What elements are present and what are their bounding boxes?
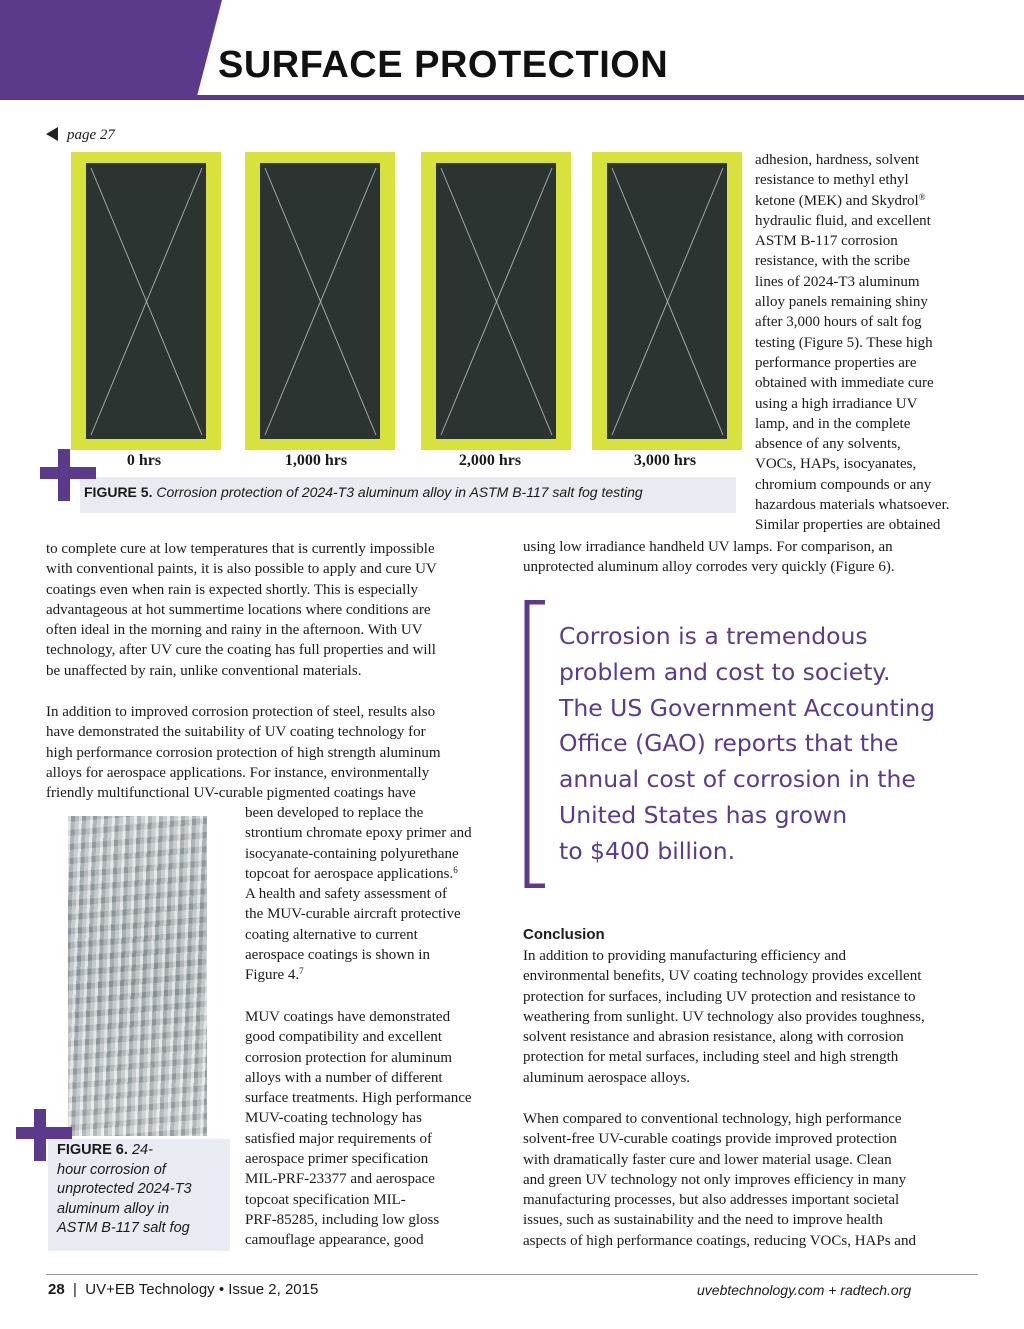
pull-quote xyxy=(559,619,935,870)
text-line: aluminum alloy in xyxy=(57,1200,170,1217)
text-line: with dramatically faster cure and lower material usage. Clean xyxy=(523,1151,892,1168)
text-line: annual cost of corrosion in the xyxy=(559,765,916,794)
text-line: after 3,000 hours of salt fog xyxy=(755,314,922,331)
text-line: unprotected aluminum alloy corrodes very quickly (Figure 6). xyxy=(523,559,895,576)
text-line: alloys with a number of different xyxy=(245,1069,443,1086)
text-line: friendly multifunctional UV-curable pigmented coatings have xyxy=(46,785,416,802)
text-line: aluminum aerospace alloys. xyxy=(523,1069,691,1086)
text-line: aerospace primer specification xyxy=(245,1151,429,1168)
text-line: MUV-coating technology has xyxy=(245,1110,422,1127)
left-paragraph-1 xyxy=(46,539,437,681)
text-line: United States has grown xyxy=(559,800,848,829)
text-line: obtained with immediate cure xyxy=(755,375,934,392)
footer-left xyxy=(48,1281,318,1298)
text-line: PRF-85285, including low gloss xyxy=(245,1211,440,1228)
text-line: solvent resistance and abrasion resistance, along with corrosion xyxy=(523,1029,904,1046)
footer-separator: | xyxy=(73,1281,77,1298)
text-line: hydraulic fluid, and excellent xyxy=(755,212,931,229)
text-line xyxy=(245,965,472,985)
text-segment: Figure 4. xyxy=(245,967,300,984)
text-line: to $400 billion. xyxy=(559,836,736,865)
footer-websites: uvebtechnology.com + radtech.org xyxy=(697,1282,912,1298)
center-paragraph-2 xyxy=(245,1007,472,1251)
text-line: alloys for aerospace applications. For instance, environmentally xyxy=(46,764,430,781)
text-line: weathering from sunlight. UV technology also provides toughness, xyxy=(523,1008,925,1025)
center-paragraph-1 xyxy=(245,803,472,986)
text-line: surface treatments. High performance xyxy=(245,1090,472,1107)
text-line: adhesion, hardness, solvent xyxy=(755,152,920,168)
text-line: In addition to improved corrosion protection of steel, results also xyxy=(46,704,436,720)
text-line: lamp, and in the complete xyxy=(755,415,911,432)
right-column-text xyxy=(755,150,987,536)
figure5-panel-0 xyxy=(71,152,221,450)
text-line: When compared to conventional technology, high performance xyxy=(523,1111,902,1127)
reference-6: 6 xyxy=(453,864,458,875)
text-line: Office (GAO) reports that the xyxy=(559,729,899,758)
text-line: MIL-PRF-23377 and aerospace xyxy=(245,1171,435,1188)
text-line: high performance corrosion protection of high strength aluminum xyxy=(46,744,441,761)
plus-icon-bar xyxy=(16,1127,72,1139)
text-line: have demonstrated the suitability of UV coating technology for xyxy=(46,724,426,741)
left-triangle-icon xyxy=(46,127,58,141)
text-line: VOCs, HAPs, isocyanates, xyxy=(755,456,917,473)
text-line: Corrosion is a tremendous xyxy=(559,622,868,650)
continued-from-text: page 27 xyxy=(67,127,115,143)
text-line: be unaffected by rain, unlike conventional materials. xyxy=(46,662,362,679)
text-line: corrosion protection for aluminum xyxy=(245,1049,453,1066)
publication-name: UV+EB Technology • Issue 2, 2015 xyxy=(85,1281,319,1298)
text-line: aspects of high performance coatings, reducing VOCs, HAPs and xyxy=(523,1232,916,1249)
section-title: SURFACE PROTECTION xyxy=(218,44,669,86)
middle-continuation-text xyxy=(523,537,895,578)
header-accent-tab xyxy=(0,0,222,100)
text-line: resistance, with the scribe xyxy=(755,253,910,270)
text-line: coating alternative to current xyxy=(245,926,418,943)
header-rule xyxy=(196,95,1024,100)
text-line: issues, such as sustainability and the need to improve health xyxy=(523,1212,883,1229)
figure5-label-0: 0 hrs xyxy=(126,452,162,469)
text-line: protection for surfaces, including UV protection and resistance to xyxy=(523,988,916,1005)
text-segment: topcoat for aerospace applications. xyxy=(245,865,454,882)
text-line: hour corrosion of xyxy=(57,1161,166,1178)
text-line: isocyanate-containing polyurethane xyxy=(245,845,459,862)
page-number: 28 xyxy=(48,1281,65,1298)
text-line xyxy=(245,864,472,884)
text-line: topcoat specification MIL- xyxy=(245,1191,406,1208)
text-line: with conventional paints, it is also possible to apply and cure UV xyxy=(46,561,437,578)
text-line xyxy=(57,1141,192,1161)
conclusion-heading: Conclusion xyxy=(523,926,605,943)
conclusion-paragraph-1 xyxy=(523,946,925,1088)
text-line: testing (Figure 5). These high xyxy=(755,334,933,351)
reference-7: 7 xyxy=(299,966,304,977)
text-line: chromium compounds or any xyxy=(755,476,932,493)
registered-mark: ® xyxy=(918,191,926,202)
figure5-panel-2000 xyxy=(421,152,571,450)
text-line xyxy=(755,191,987,211)
text-line: lines of 2024-T3 aluminum xyxy=(755,273,920,290)
text-line: unprotected 2024-T3 xyxy=(57,1181,192,1197)
figure6-caption xyxy=(57,1141,192,1239)
left-paragraph-2 xyxy=(46,702,440,803)
text-line: to complete cure at low temperatures that is currently impossible xyxy=(46,541,435,557)
text-line: A health and safety assessment of xyxy=(245,886,448,903)
text-line: good compatibility and excellent xyxy=(245,1029,443,1046)
figure5-label-2000: 2,000 hrs xyxy=(458,452,522,469)
plus-icon-bar xyxy=(40,467,96,479)
text-line: solvent-free UV-curable coatings provide improved protection xyxy=(523,1131,897,1148)
text-segment: 24- xyxy=(131,1142,153,1158)
conclusion-paragraph-2 xyxy=(523,1109,916,1251)
text-line: aerospace coatings is shown in xyxy=(245,947,430,964)
text-line: hazardous materials whatsoever. xyxy=(755,497,950,514)
text-line: performance properties are xyxy=(755,354,917,371)
text-segment: ketone (MEK) and Skydrol xyxy=(755,192,919,209)
text-line: satisfied major requirements of xyxy=(245,1130,433,1147)
text-line: been developed to replace the xyxy=(245,805,424,821)
text-line: ASTM B-117 salt fog xyxy=(57,1220,190,1236)
text-line: and green UV technology not only improves efficiency in many xyxy=(523,1171,907,1188)
text-line: the MUV-curable aircraft protective xyxy=(245,906,461,923)
footer-rule xyxy=(46,1274,978,1275)
figure6-corrosion-image xyxy=(68,816,207,1136)
text-line: technology, after UV cure the coating has full properties and will xyxy=(46,642,436,659)
text-line: MUV coatings have demonstrated xyxy=(245,1009,451,1025)
text-line: resistance to methyl ethyl xyxy=(755,172,909,189)
text-line: ASTM B-117 corrosion xyxy=(755,233,898,250)
text-line: Similar properties are obtained xyxy=(755,517,941,534)
figure5-panel-1000 xyxy=(245,152,395,450)
figure5-panel-3000 xyxy=(592,152,742,450)
text-line: often ideal in the morning and rainy in the afternoon. With UV xyxy=(46,622,423,639)
text-line: environmental benefits, UV coating technology provides excellent xyxy=(523,968,922,985)
text-line: protection for metal surfaces, including steel and high strength xyxy=(523,1049,899,1066)
figure5-caption xyxy=(84,484,643,500)
figure5-label-1000: 1,000 hrs xyxy=(284,452,348,469)
text-line: strontium chromate epoxy primer and xyxy=(245,825,472,842)
text-line: absence of any solvents, xyxy=(755,436,901,453)
figure5-label-3000: 3,000 hrs xyxy=(633,452,697,469)
text-line: camouflage appearance, good xyxy=(245,1232,424,1249)
continued-from xyxy=(46,127,115,144)
text-line: The US Government Accounting xyxy=(559,693,936,722)
figure5-caption-label: FIGURE 5. xyxy=(84,484,153,500)
text-line: using a high irradiance UV xyxy=(755,395,918,412)
text-line: problem and cost to society. xyxy=(559,657,891,686)
text-line: advantageous at hot summertime locations where conditions are xyxy=(46,601,431,618)
text-line: coatings even when rain is expected shortly. This is especially xyxy=(46,581,418,598)
text-line: In addition to providing manufacturing efficiency and xyxy=(523,948,846,964)
text-line: manufacturing processes, but also addresses important societal xyxy=(523,1192,900,1209)
figure5-caption-text: Corrosion protection of 2024-T3 aluminum alloy in ASTM B-117 salt fog testing xyxy=(156,484,643,500)
quote-bracket xyxy=(524,600,546,888)
text-line: using low irradiance handheld UV lamps. For comparison, an xyxy=(523,539,893,555)
figure6-caption-label: FIGURE 6. xyxy=(57,1142,128,1158)
text-line: alloy panels remaining shiny xyxy=(755,294,928,311)
